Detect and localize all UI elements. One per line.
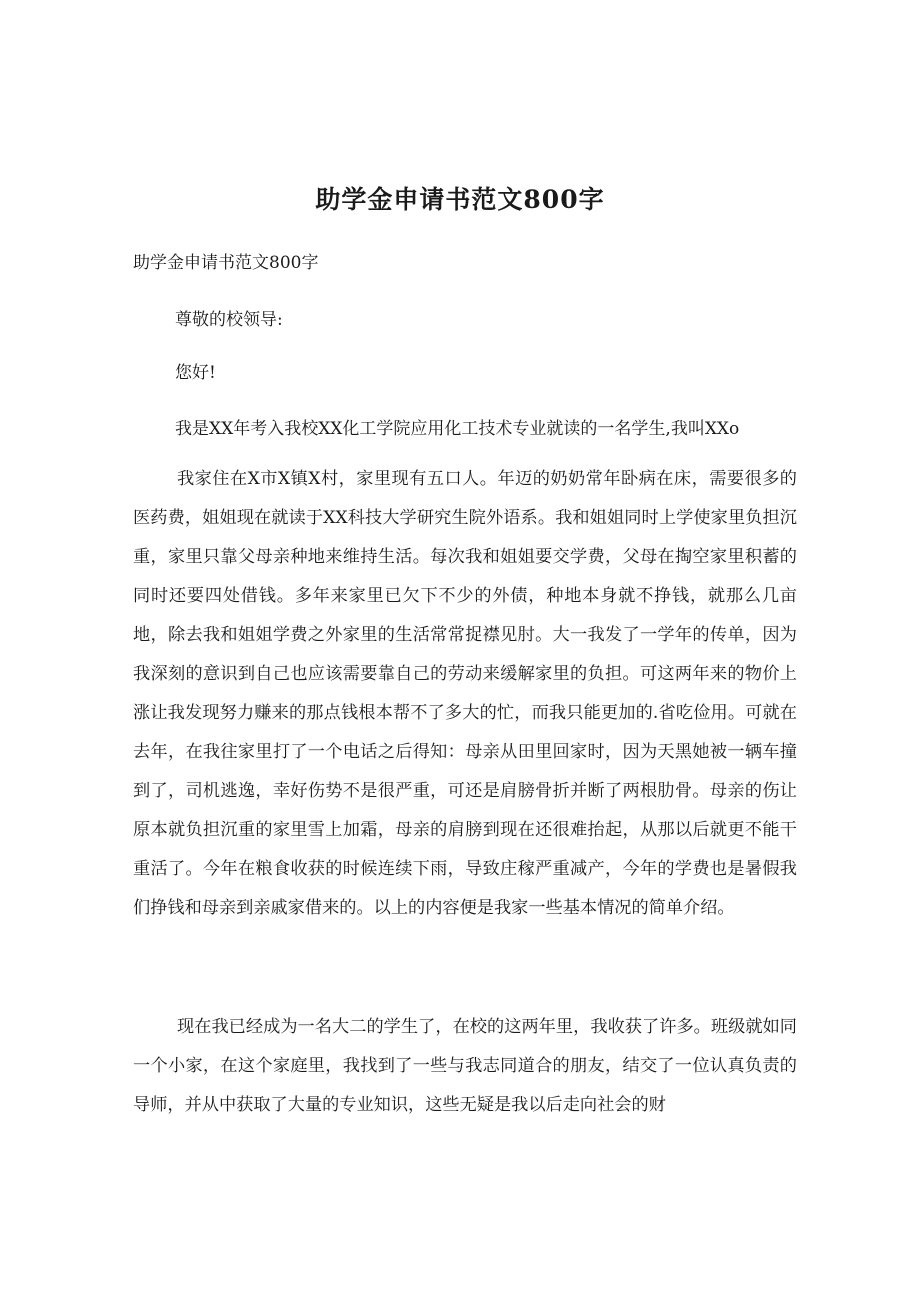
family-situation-paragraph: 我家住在X市X镇X村，家里现有五口人。年迈的奶奶常年卧病在床，需要很多的医药费，姐姐现在就读于XX科技大学研究生院外语系。我和姐姐同时上学使家里负担沉重，家里只靠父母亲种地来维持生活。每次我和姐姐要交学费，父母在掏空家里积蓄的同时还要四处借钱。多年来家里已欠下不少的外债，种地本身就不挣钱，就那么几亩地，除去我和姐姐学费之外家里的生活常常捉襟见肘。大一我发了一学年的传单，因为我深刻的意识到自己也应该需要靠自己的劳动来缓解家里的负担。可这两年来的物价上涨让我发现努力赚来的那点钱根本帮不了多大的忙，而我只能更加的.省吃俭用。可就在去年，在我往家里打了一个电话之后得知：母亲从田里回家时，因为天黑她被一辆车撞到了，司机逃逸，幸好伤势不是很严重，可还是肩膀骨折并断了两根肋骨。母亲的伤让原本就负担沉重的家里雪上加霜，母亲的肩膀到现在还很难抬起，从那以后就更不能干重活了。今年在粮食收获的时候连续下雨，导致庄稼严重减产，今年的学费也是暑假我们挣钱和母亲到亲戚家借来的。以上的内容便是我家一些基本情况的简单介绍。 bbox=[133, 469, 797, 918]
document-subtitle: 助学金申请书范文800字 bbox=[133, 253, 319, 273]
intro-paragraph: 我是XX年考入我校XX化工学院应用化工技术专业就读的一名学生,我叫XXo bbox=[175, 419, 740, 439]
salutation: 尊敬的校领导: bbox=[175, 310, 283, 330]
document-title: 助学金申请书范文800字 bbox=[315, 185, 605, 214]
school-life-paragraph: 现在我已经成为一名大二的学生了，在校的这两年里，我收获了许多。班级就如同一个小家，在这个家庭里，我找到了一些与我志同道合的朋友，结交了一位认真负责的导师，并从中获取了大量的专业知识，这些无疑是我以后走向社会的财 bbox=[133, 1017, 797, 1115]
greeting: 您好! bbox=[175, 363, 216, 383]
